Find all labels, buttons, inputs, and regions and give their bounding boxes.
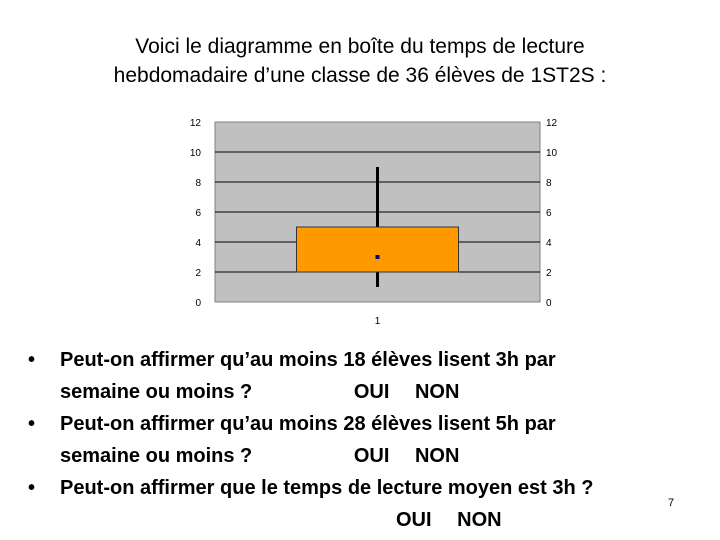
y-tick-label-right: 10 <box>546 148 558 159</box>
question-2-yes-option[interactable]: OUI <box>353 445 390 467</box>
bullet-dot: • <box>28 413 36 435</box>
title-line-2: hebdomadaire d’une classe de 36 élèves de 1ST2S : <box>113 64 607 87</box>
y-tick-label-left: 6 <box>195 208 201 219</box>
title-line-1: Voici le diagramme en boîte du temps de lecture <box>135 35 585 58</box>
question-item-1 <box>28 344 718 408</box>
question-1-line-2: semaine ou moins ? <box>60 381 253 403</box>
question-2-answers <box>354 440 460 472</box>
question-3-answers <box>396 504 502 536</box>
box-q1-q3 <box>297 227 459 272</box>
y-tick-label-left: 8 <box>195 178 201 189</box>
question-1-no-option[interactable]: NON <box>414 381 460 403</box>
x-tick-label: 1 <box>374 316 381 327</box>
bullet-dot: • <box>28 349 36 371</box>
question-3-no-option[interactable]: NON <box>457 509 502 531</box>
box-plot-chart <box>170 110 560 330</box>
y-tick-label-right: 4 <box>546 238 552 249</box>
page-number: 7 <box>668 497 675 509</box>
y-tick-label-left: 10 <box>189 148 201 159</box>
question-2-line-2: semaine ou moins ? <box>60 445 253 467</box>
questions-list <box>28 344 718 536</box>
bullet-dot: • <box>28 477 36 499</box>
mean-marker <box>376 255 380 259</box>
y-tick-label-left: 12 <box>189 118 201 129</box>
question-1-answers <box>354 376 460 408</box>
y-tick-label-right: 12 <box>546 118 558 129</box>
question-3-yes-option[interactable]: OUI <box>396 509 432 531</box>
y-tick-label-right: 8 <box>546 178 552 189</box>
y-tick-label-right: 2 <box>546 268 552 279</box>
question-2-line-1: Peut-on affirmer qu’au moins 28 élèves lisent 5h par <box>60 413 556 435</box>
question-item-3 <box>28 472 718 536</box>
y-tick-label-left: 4 <box>195 238 201 249</box>
question-3-line-1: Peut-on affirmer que le temps de lecture moyen est 3h ? <box>60 477 594 499</box>
y-tick-label-right: 0 <box>546 298 552 309</box>
question-item-2 <box>28 408 718 472</box>
y-tick-label-left: 0 <box>195 298 201 309</box>
question-1-yes-option[interactable]: OUI <box>353 381 390 403</box>
slide-title <box>0 32 720 90</box>
question-2-no-option[interactable]: NON <box>414 445 460 467</box>
question-1-line-1: Peut-on affirmer qu’au moins 18 élèves lisent 3h par <box>60 349 556 371</box>
y-tick-label-left: 2 <box>195 268 201 279</box>
y-tick-label-right: 6 <box>546 208 552 219</box>
